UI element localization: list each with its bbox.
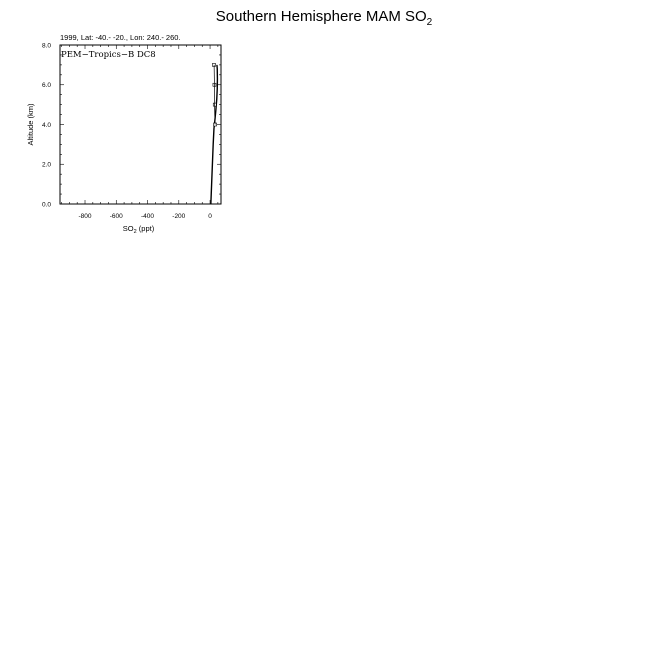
y-tick-label: 2.0 <box>41 161 51 169</box>
x-axis-title-main: SO <box>122 224 134 233</box>
y-axis-title: Altitude (km) <box>26 103 35 146</box>
chart-title-subscript: 2 <box>426 17 433 28</box>
y-tick-label: 8.0 <box>41 42 51 50</box>
y-tick-label: 0.0 <box>41 201 51 209</box>
y-tick-label: 6.0 <box>41 82 51 90</box>
x-tick-label: -600 <box>109 213 123 220</box>
observation-profile-line <box>214 65 215 125</box>
chart-subtitle: 1999, Lat: -40.- -20., Lon: 240.- 260. <box>60 33 181 42</box>
x-axis-title <box>123 224 155 235</box>
x-tick-label: 0 <box>208 213 212 220</box>
x-tick-label: -400 <box>141 213 155 220</box>
x-tick-label: -200 <box>172 213 186 220</box>
campaign-label: PEM−Tropics−B DC8 <box>61 50 156 60</box>
plot-frame <box>60 45 221 204</box>
x-tick-label: -800 <box>78 213 92 220</box>
x-axis-title-unit: (ppt) <box>136 224 155 233</box>
y-tick-label: 4.0 <box>41 121 51 129</box>
chart-title-main: Southern Hemisphere MAM SO <box>215 8 427 25</box>
plot-layer <box>26 33 221 235</box>
x-axis-title-subscript: 2 <box>133 229 137 235</box>
